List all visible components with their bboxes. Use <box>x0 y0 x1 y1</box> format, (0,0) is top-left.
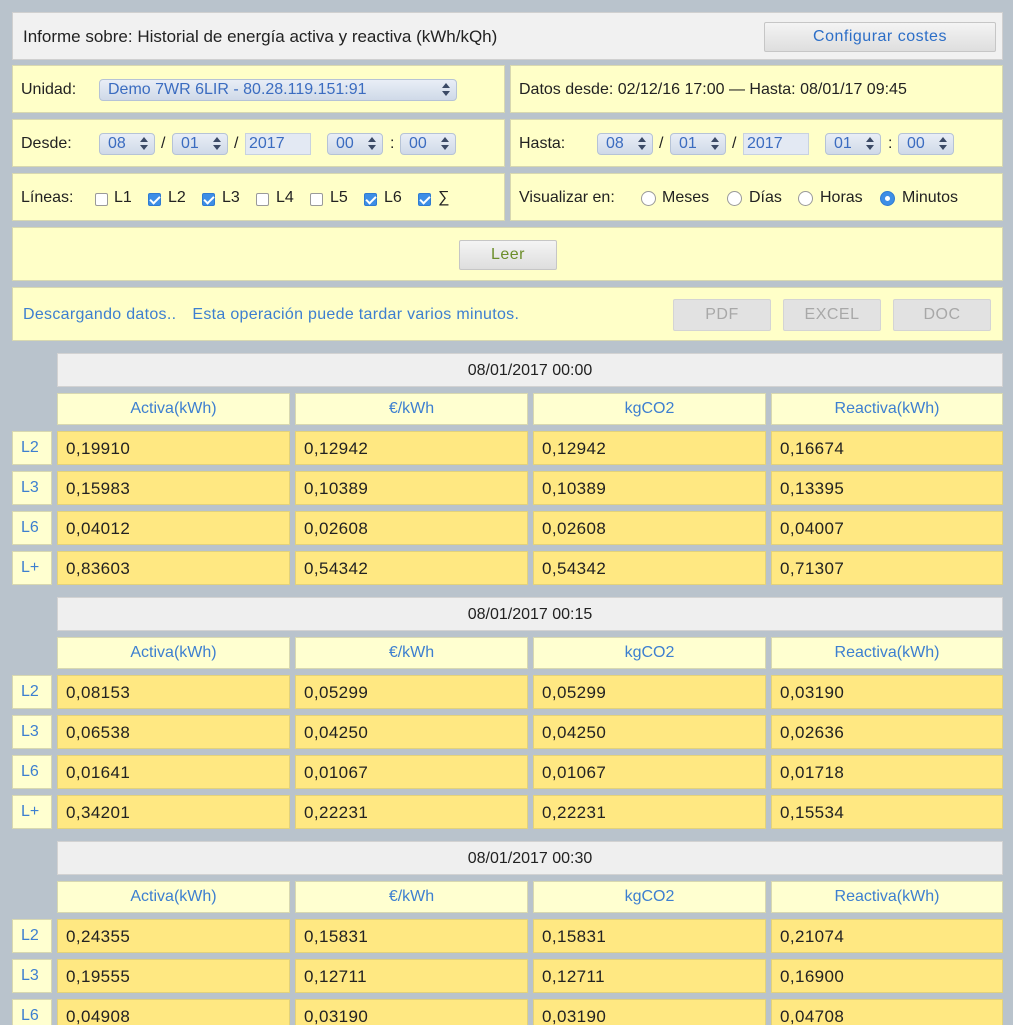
table-cell: 0,04708 <box>771 999 1003 1025</box>
table-cell: 0,03190 <box>295 999 528 1025</box>
report-header <box>12 12 1003 60</box>
select-arrows-icon <box>368 136 377 152</box>
configure-costs-button[interactable]: Configurar costes <box>764 22 996 52</box>
column-header: Activa(kWh) <box>57 393 290 425</box>
line-l1-checkbox[interactable] <box>95 193 108 206</box>
to-month-select[interactable] <box>670 133 726 155</box>
from-hour-select[interactable] <box>327 133 383 155</box>
table-cell: 0,13395 <box>771 471 1003 505</box>
table-cell: 0,12942 <box>295 431 528 465</box>
table-cell: 0,12711 <box>295 959 528 993</box>
row-line-label: L3 <box>12 959 52 993</box>
table-cell: 0,01718 <box>771 755 1003 789</box>
view-label: Visualizar en: <box>519 189 615 206</box>
view-months-label: Meses <box>662 189 710 206</box>
from-day-select[interactable] <box>99 133 155 155</box>
view-hours-label: Horas <box>820 189 863 206</box>
table-cell: 0,12711 <box>533 959 766 993</box>
table-cell: 0,04250 <box>533 715 766 749</box>
column-header: kgCO2 <box>533 881 766 913</box>
from-label: Desde: <box>21 135 72 152</box>
view-days-label: Días <box>749 189 782 206</box>
read-button[interactable]: Leer <box>459 240 557 270</box>
from-month-select[interactable] <box>172 133 228 155</box>
line-l6-checkbox[interactable] <box>364 193 377 206</box>
select-arrows-icon <box>442 82 451 98</box>
table-cell: 0,05299 <box>295 675 528 709</box>
row-line-label: L2 <box>12 431 52 465</box>
column-header: Reactiva(kWh) <box>771 637 1003 669</box>
block-date-header: 08/01/2017 00:15 <box>57 597 1003 631</box>
table-cell: 0,22231 <box>295 795 528 829</box>
to-label: Hasta: <box>519 135 566 152</box>
row-line-label: L+ <box>12 551 52 585</box>
from-hour-value: 00 <box>336 135 354 152</box>
view-minutes-radio[interactable] <box>880 191 895 206</box>
table-cell: 0,01067 <box>295 755 528 789</box>
table-cell: 0,06538 <box>57 715 290 749</box>
read-panel <box>12 227 1003 281</box>
row-line-label: L3 <box>12 715 52 749</box>
line-l6-label: L6 <box>384 189 402 206</box>
to-hour-value: 01 <box>834 135 852 152</box>
select-arrows-icon <box>213 136 222 152</box>
row-line-label: L6 <box>12 511 52 545</box>
row-line-label: L6 <box>12 999 52 1025</box>
status-note: Esta operación puede tardar varios minutos. <box>192 306 520 323</box>
line-sum-label: ∑ <box>438 189 450 206</box>
select-arrows-icon <box>140 136 149 152</box>
from-month-value: 01 <box>181 135 199 152</box>
row-line-label: L3 <box>12 471 52 505</box>
from-year-input[interactable]: 2017 <box>245 133 311 155</box>
table-cell: 0,83603 <box>57 551 290 585</box>
table-cell: 0,04250 <box>295 715 528 749</box>
line-l1-label: L1 <box>114 189 132 206</box>
unit-panel <box>12 65 505 113</box>
column-header: kgCO2 <box>533 637 766 669</box>
from-minute-value: 00 <box>409 135 427 152</box>
row-line-label: L2 <box>12 919 52 953</box>
table-cell: 0,12942 <box>533 431 766 465</box>
line-l4-label: L4 <box>276 189 294 206</box>
table-cell: 0,01641 <box>57 755 290 789</box>
select-arrows-icon <box>711 136 720 152</box>
table-cell: 0,71307 <box>771 551 1003 585</box>
lines-panel <box>12 173 505 221</box>
line-sum-checkbox[interactable] <box>418 193 431 206</box>
view-months-radio[interactable] <box>641 191 656 206</box>
select-arrows-icon <box>441 136 450 152</box>
to-year-input[interactable]: 2017 <box>743 133 809 155</box>
table-cell: 0,19555 <box>57 959 290 993</box>
column-header: Reactiva(kWh) <box>771 881 1003 913</box>
export-doc-button[interactable]: DOC <box>893 299 991 331</box>
table-cell: 0,02608 <box>533 511 766 545</box>
time-separator: : <box>888 135 893 152</box>
export-pdf-button[interactable]: PDF <box>673 299 771 331</box>
table-cell: 0,22231 <box>533 795 766 829</box>
unit-label: Unidad: <box>21 81 77 98</box>
line-l3-label: L3 <box>222 189 240 206</box>
select-arrows-icon <box>939 136 948 152</box>
table-cell: 0,54342 <box>533 551 766 585</box>
table-cell: 0,02636 <box>771 715 1003 749</box>
to-minute-select[interactable] <box>898 133 954 155</box>
table-cell: 0,08153 <box>57 675 290 709</box>
table-cell: 0,03190 <box>771 675 1003 709</box>
table-cell: 0,16674 <box>771 431 1003 465</box>
column-header: kgCO2 <box>533 393 766 425</box>
table-cell: 0,16900 <box>771 959 1003 993</box>
line-l2-checkbox[interactable] <box>148 193 161 206</box>
view-panel <box>510 173 1003 221</box>
table-cell: 0,15831 <box>295 919 528 953</box>
to-hour-select[interactable] <box>825 133 881 155</box>
time-separator: : <box>390 135 395 152</box>
table-cell: 0,05299 <box>533 675 766 709</box>
table-cell: 0,15983 <box>57 471 290 505</box>
from-day-value: 08 <box>108 135 126 152</box>
to-day-value: 08 <box>606 135 624 152</box>
to-day-select[interactable] <box>597 133 653 155</box>
view-minutes-label: Minutos <box>902 189 959 206</box>
column-header: Reactiva(kWh) <box>771 393 1003 425</box>
view-days-radio[interactable] <box>727 191 742 206</box>
table-cell: 0,21074 <box>771 919 1003 953</box>
table-cell: 0,04007 <box>771 511 1003 545</box>
unit-select-value: Demo 7WR 6LIR - 80.28.119.151:91 <box>108 81 367 98</box>
line-l4-checkbox[interactable] <box>256 193 269 206</box>
table-cell: 0,24355 <box>57 919 290 953</box>
report-title: Informe sobre: Historial de energía activa y reactiva (kWh/kQh) <box>23 27 498 46</box>
line-l3-checkbox[interactable] <box>202 193 215 206</box>
table-cell: 0,19910 <box>57 431 290 465</box>
column-header: Activa(kWh) <box>57 881 290 913</box>
status-message <box>23 306 519 324</box>
line-l5-label: L5 <box>330 189 348 206</box>
from-minute-select[interactable] <box>400 133 456 155</box>
table-cell: 0,10389 <box>533 471 766 505</box>
line-l2-label: L2 <box>168 189 186 206</box>
lines-label: Líneas: <box>21 189 74 206</box>
block-date-header: 08/01/2017 00:00 <box>57 353 1003 387</box>
date-separator: / <box>659 135 664 152</box>
table-cell: 0,03190 <box>533 999 766 1025</box>
row-line-label: L2 <box>12 675 52 709</box>
table-cell: 0,10389 <box>295 471 528 505</box>
view-hours-radio[interactable] <box>798 191 813 206</box>
table-cell: 0,01067 <box>533 755 766 789</box>
table-cell: 0,04908 <box>57 999 290 1025</box>
select-arrows-icon <box>866 136 875 152</box>
data-range-info: Datos desde: 02/12/16 17:00 — Hasta: 08/01/17 09:45 <box>519 81 907 98</box>
table-cell: 0,04012 <box>57 511 290 545</box>
table-cell: 0,15534 <box>771 795 1003 829</box>
from-panel <box>12 119 505 167</box>
to-panel <box>510 119 1003 167</box>
range-info-panel <box>510 65 1003 113</box>
table-cell: 0,34201 <box>57 795 290 829</box>
column-header: €/kWh <box>295 881 528 913</box>
select-arrows-icon <box>638 136 647 152</box>
line-l5-checkbox[interactable] <box>310 193 323 206</box>
table-cell: 0,02608 <box>295 511 528 545</box>
column-header: €/kWh <box>295 637 528 669</box>
status-panel <box>12 287 1003 341</box>
date-separator: / <box>161 135 166 152</box>
unit-select[interactable] <box>99 79 457 101</box>
column-header: Activa(kWh) <box>57 637 290 669</box>
downloading-text: Descargando datos.. <box>23 306 177 323</box>
export-excel-button[interactable]: EXCEL <box>783 299 881 331</box>
table-cell: 0,15831 <box>533 919 766 953</box>
to-minute-value: 00 <box>907 135 925 152</box>
to-month-value: 01 <box>679 135 697 152</box>
column-header: €/kWh <box>295 393 528 425</box>
date-separator: / <box>234 135 239 152</box>
block-date-header: 08/01/2017 00:30 <box>57 841 1003 875</box>
date-separator: / <box>732 135 737 152</box>
table-cell: 0,54342 <box>295 551 528 585</box>
row-line-label: L6 <box>12 755 52 789</box>
row-line-label: L+ <box>12 795 52 829</box>
